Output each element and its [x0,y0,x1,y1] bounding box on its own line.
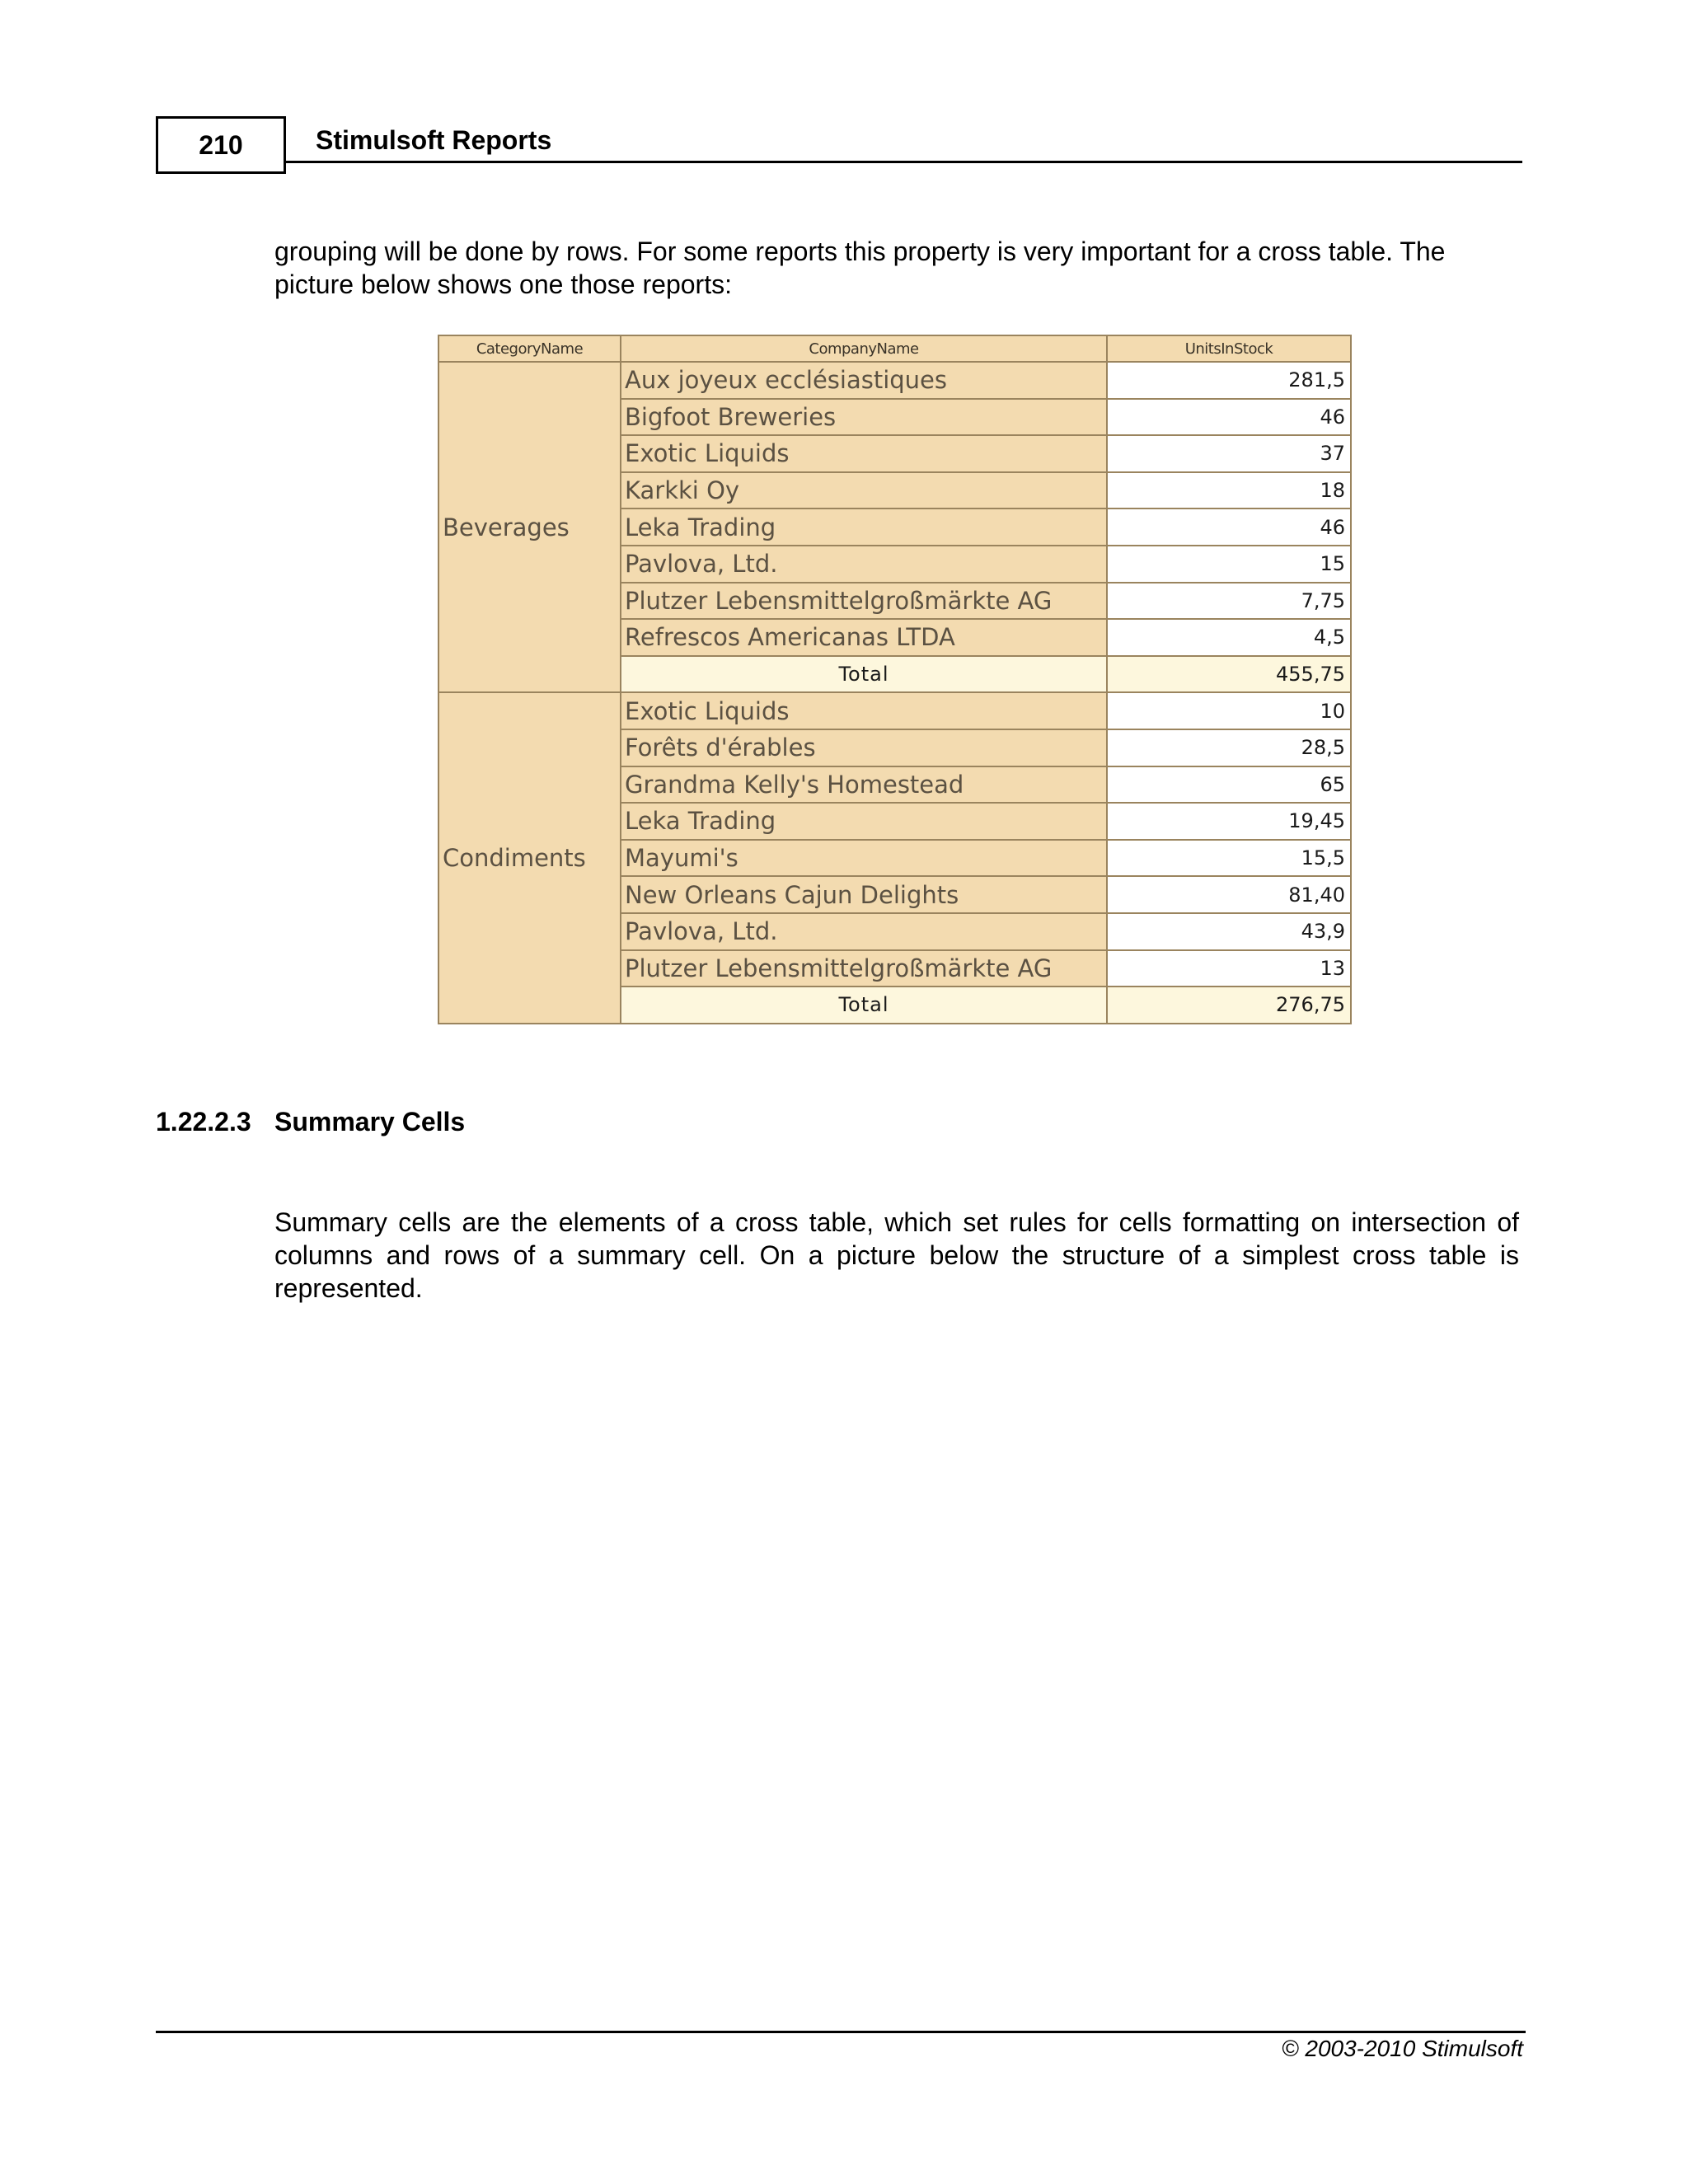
company-cell: Leka Trading [620,508,1108,546]
total-label-cell: Total [620,986,1108,1024]
category-cell: Beverages [438,361,621,693]
page-number-box [156,116,286,174]
company-cell: Mayumi's [620,839,1108,878]
company-cell: Refrescos Americanas LTDA [620,618,1108,657]
company-cell: Exotic Liquids [620,434,1108,473]
total-value-cell: 455,75 [1106,655,1352,694]
units-cell: 10 [1106,691,1352,730]
units-cell: 19,45 [1106,802,1352,841]
units-cell: 46 [1106,398,1352,437]
units-cell: 281,5 [1106,361,1352,400]
company-cell: Exotic Liquids [620,691,1108,730]
company-cell: Bigfoot Breweries [620,398,1108,437]
section-title: Summary Cells [274,1107,466,1137]
units-cell: 43,9 [1106,912,1352,951]
intro-paragraph [274,235,1519,301]
company-cell: Plutzer Lebensmittelgroßmärkte AG [620,582,1108,621]
footer-rule [156,2031,1526,2033]
header-title: Stimulsoft Reports [316,125,552,155]
company-cell: Karkki Oy [620,471,1108,510]
units-cell: 46 [1106,508,1352,546]
company-cell: Aux joyeux ecclésiastiques [620,361,1108,400]
company-cell: Forêts d'érables [620,729,1108,767]
body-line-3: represented. [274,1273,423,1303]
company-cell: Grandma Kelly's Homestead [620,766,1108,804]
header-rule [286,161,1522,163]
units-cell: 7,75 [1106,582,1352,621]
units-cell: 81,40 [1106,875,1352,914]
company-cell: Plutzer Lebensmittelgroßmärkte AG [620,949,1108,988]
units-cell: 28,5 [1106,729,1352,767]
company-cell: Pavlova, Ltd. [620,912,1108,951]
company-cell: Leka Trading [620,802,1108,841]
section-number: 1.22.2.3 [156,1107,251,1137]
footer-copyright: © 2003-2010 Stimulsoft [1281,2036,1523,2061]
cross-table [438,335,1350,1020]
units-cell: 18 [1106,471,1352,510]
intro-line-1: grouping will be done by rows. For some reports this property is very important for a cross table. The [274,237,1446,266]
page-number: 210 [199,129,243,160]
body-line-1: Summary cells are the elements of a cross table, which set rules for cells formatting on intersection of [274,1207,1519,1237]
units-cell: 15 [1106,545,1352,583]
units-cell: 4,5 [1106,618,1352,657]
category-cell: Condiments [438,691,621,1024]
column-header: CategoryName [438,335,621,363]
column-header: CompanyName [620,335,1108,363]
body-paragraph [274,1206,1519,1305]
company-cell: New Orleans Cajun Delights [620,875,1108,914]
total-label-cell: Total [620,655,1108,694]
units-cell: 37 [1106,434,1352,473]
body-line-2: columns and rows of a summary cell. On a picture below the structure of a simplest cross table is [274,1240,1519,1270]
units-cell: 15,5 [1106,839,1352,878]
total-value-cell: 276,75 [1106,986,1352,1024]
section-heading [156,1107,465,1137]
units-cell: 65 [1106,766,1352,804]
intro-line-2: picture below shows one those reports: [274,269,732,299]
company-cell: Pavlova, Ltd. [620,545,1108,583]
column-header: UnitsInStock [1106,335,1352,363]
units-cell: 13 [1106,949,1352,988]
